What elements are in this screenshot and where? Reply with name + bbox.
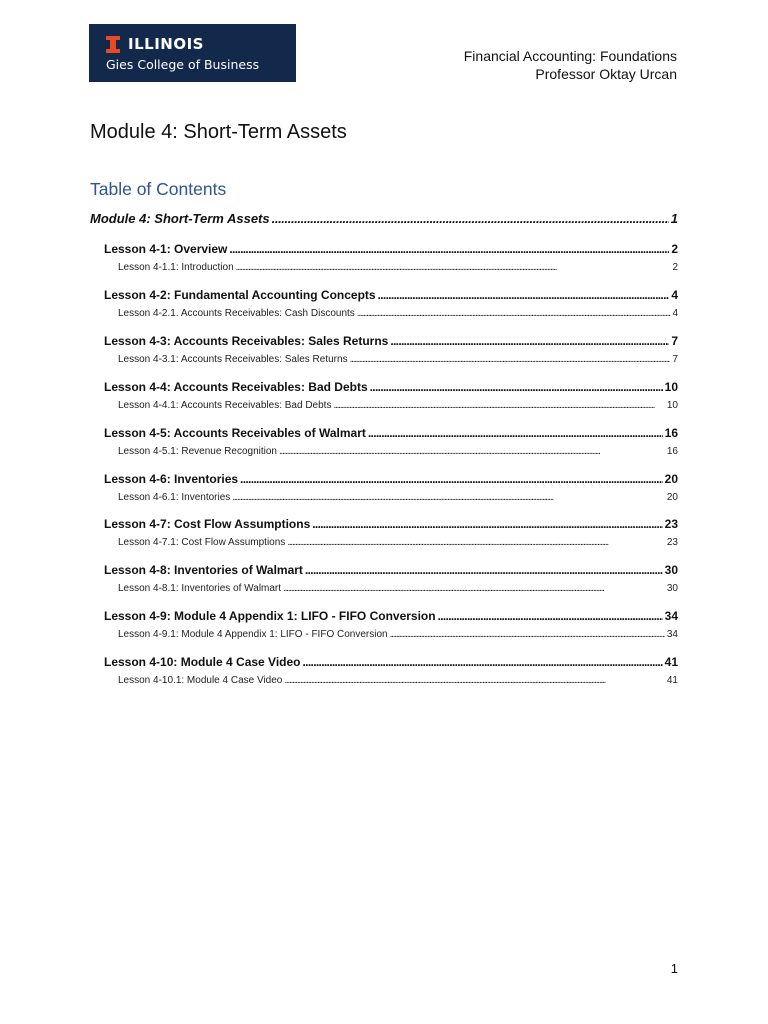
toc-entry-label: Lesson 4-7: Cost Flow Assumptions xyxy=(104,517,311,531)
toc-entry-page: 23 xyxy=(666,537,678,548)
toc-leader-dots xyxy=(232,492,665,503)
toc-entry-label: Lesson 4-3.1: Accounts Receivables: Sales Returns xyxy=(118,354,348,365)
toc-entry-lesson[interactable] xyxy=(104,609,678,623)
toc-entry-label: Lesson 4-5: Accounts Receivables of Walmart xyxy=(104,426,366,440)
toc-entry-label: Lesson 4-2: Fundamental Accounting Concepts xyxy=(104,288,376,302)
toc-entry-label: Lesson 4-9.1: Module 4 Appendix 1: LIFO - FIFO Conversion xyxy=(118,629,388,640)
toc-leader-dots xyxy=(378,288,670,302)
toc-leader-dots xyxy=(287,537,665,548)
toc-leader-dots xyxy=(390,629,665,640)
toc-leader-dots xyxy=(236,262,671,273)
toc-leader-dots xyxy=(303,655,663,669)
toc-entry-page: 20 xyxy=(666,492,678,503)
toc-entry-sublesson[interactable] xyxy=(118,675,678,686)
toc-entry-sublesson[interactable] xyxy=(118,308,678,319)
toc-leader-dots xyxy=(283,583,665,594)
toc-entry-lesson[interactable] xyxy=(104,655,678,669)
toc-leader-dots xyxy=(370,380,663,394)
toc-entry-sublesson[interactable] xyxy=(118,583,678,594)
course-header xyxy=(464,47,677,83)
toc-entry-page: 34 xyxy=(666,629,678,640)
toc-entry-page: 34 xyxy=(664,609,678,623)
toc-heading: Table of Contents xyxy=(90,179,227,199)
toc-entry-lesson[interactable] xyxy=(104,517,678,531)
toc-entry-page: 16 xyxy=(664,426,678,440)
toc-entry-page: 2 xyxy=(672,262,678,273)
toc-entry-page: 41 xyxy=(666,675,678,686)
professor-name: Professor Oktay Urcan xyxy=(535,66,677,82)
toc-entry-page: 20 xyxy=(664,472,678,486)
toc-entry-sublesson[interactable] xyxy=(118,492,678,503)
toc-entry-page: 4 xyxy=(671,288,678,302)
toc-entry-module[interactable] xyxy=(90,211,678,226)
toc-leader-dots xyxy=(357,308,671,319)
toc-entry-label: Lesson 4-4: Accounts Receivables: Bad Debts xyxy=(104,380,368,394)
toc-entry-label: Lesson 4-8: Inventories of Walmart xyxy=(104,563,303,577)
toc-leader-dots xyxy=(350,354,671,365)
toc-leader-dots xyxy=(333,400,664,411)
illinois-gies-logo xyxy=(89,24,296,82)
toc-leader-dots xyxy=(272,211,669,226)
toc-entry-label: Lesson 4-10.1: Module 4 Case Video xyxy=(118,675,283,686)
toc-entry-sublesson[interactable] xyxy=(118,629,678,640)
page-number: 1 xyxy=(670,961,678,976)
toc-entry-sublesson[interactable] xyxy=(118,354,678,365)
toc-entry-lesson[interactable] xyxy=(104,288,678,302)
toc-entry-lesson[interactable] xyxy=(104,242,678,256)
toc-entry-page: 16 xyxy=(666,446,678,457)
toc-entry-lesson[interactable] xyxy=(104,563,678,577)
toc-entry-label: Lesson 4-3: Accounts Receivables: Sales Returns xyxy=(104,334,389,348)
toc-entry-page: 7 xyxy=(671,334,678,348)
toc-entry-lesson[interactable] xyxy=(104,380,678,394)
toc-entry-page: 30 xyxy=(664,563,678,577)
toc-entry-page: 1 xyxy=(670,211,678,226)
toc-leader-dots xyxy=(390,334,669,348)
toc-entry-label: Lesson 4-6: Inventories xyxy=(104,472,239,486)
toc-entry-sublesson[interactable] xyxy=(118,400,678,411)
toc-entry-page: 41 xyxy=(664,655,678,669)
toc-entry-page: 7 xyxy=(672,354,678,365)
toc-entry-label: Lesson 4-8.1: Inventories of Walmart xyxy=(118,583,282,594)
toc-entry-label: Lesson 4-2.1. Accounts Receivables: Cash Discounts xyxy=(118,308,355,319)
toc-entry-lesson[interactable] xyxy=(104,426,678,440)
toc-entry-label: Lesson 4-1: Overview xyxy=(104,242,228,256)
toc-entry-sublesson[interactable] xyxy=(118,262,678,273)
toc-leader-dots xyxy=(368,426,663,440)
toc-entry-lesson[interactable] xyxy=(104,472,678,486)
logo-college-name: Gies College of Business xyxy=(106,57,260,72)
page-title: Module 4: Short-Term Assets xyxy=(90,121,347,143)
logo-university-name: ILLINOIS xyxy=(128,35,204,53)
toc-leader-dots xyxy=(284,675,665,686)
toc-entry-label: Lesson 4-6.1: Inventories xyxy=(118,492,231,503)
toc-leader-dots xyxy=(229,242,669,256)
toc-entry-label: Lesson 4-9: Module 4 Appendix 1: LIFO - FIFO Conversion xyxy=(104,609,436,623)
toc-entry-page: 10 xyxy=(666,400,678,411)
toc-leader-dots xyxy=(240,472,663,486)
toc-entry-page: 10 xyxy=(664,380,678,394)
course-title: Financial Accounting: Foundations xyxy=(463,48,677,64)
toc-entry-sublesson[interactable] xyxy=(118,446,678,457)
block-i-icon xyxy=(106,36,120,53)
toc-entry-page: 30 xyxy=(666,583,678,594)
toc-leader-dots xyxy=(312,517,662,531)
toc-entry-sublesson[interactable] xyxy=(118,537,678,548)
toc-entry-lesson[interactable] xyxy=(104,334,678,348)
toc-leader-dots xyxy=(305,563,663,577)
toc-entry-label: Lesson 4-1.1: Introduction xyxy=(118,262,234,273)
toc-entry-label: Lesson 4-5.1: Revenue Recognition xyxy=(118,446,277,457)
toc-leader-dots xyxy=(438,609,663,623)
toc-entry-label: Lesson 4-7.1: Cost Flow Assumptions xyxy=(118,537,286,548)
toc-entry-page: 2 xyxy=(671,242,678,256)
toc-entry-label: Lesson 4-10: Module 4 Case Video xyxy=(104,655,301,669)
toc-entry-page: 4 xyxy=(672,308,678,319)
toc-entry-label: Module 4: Short-Term Assets xyxy=(90,211,270,226)
toc-entry-page: 23 xyxy=(664,517,678,531)
toc-entry-label: Lesson 4-4.1: Accounts Receivables: Bad Debts xyxy=(118,400,332,411)
toc-leader-dots xyxy=(279,446,665,457)
